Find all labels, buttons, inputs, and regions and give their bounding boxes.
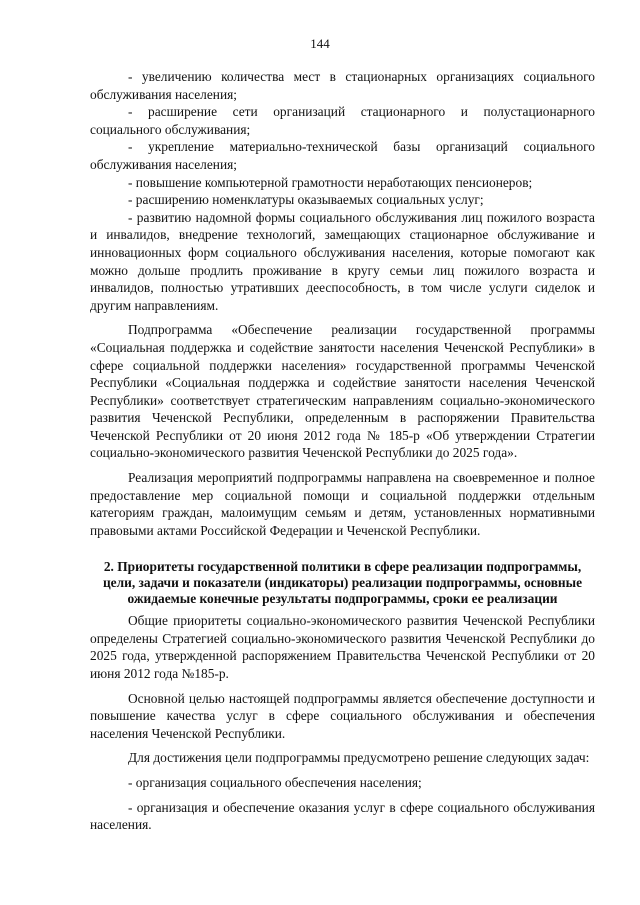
list-item-social-services: - организация и обеспечение оказания услуг в сфере социального обслуживания населения. — [90, 799, 595, 833]
paragraph-implementation: Реализация мероприятий подпрограммы направлена на своевременное и полное предоставление мер социальной помощи и социальной поддержки отдельным категориям граждан, малоимущим семьям и детям, установленных нормативными правовыми актами Российской Федерации и Чеченской Республики. — [90, 470, 595, 538]
paragraph-priorities: Общие приоритеты социально-экономического развития Чеченской Республики определены Стратегией социально-экономического развития Чеченской Республики до 2025 года, утвержденной распоряжением Правительства Чеченской Республики от 20 июня 2012 года №185-р. — [90, 613, 595, 681]
paragraph-main-goal: Основной целью настоящей подпрограммы является обеспечение доступности и повышение качества услуг в сфере социального обслуживания и обеспечения населения Чеченской Республики. — [90, 690, 595, 741]
list-item-computer-literacy: - повышение компьютерной грамотности неработающих пенсионеров; — [128, 174, 533, 190]
paragraph-tasks-intro: Для достижения цели подпрограммы предусмотрено решение следующих задач: — [128, 750, 590, 766]
list-item-home-care: - развитию надомной формы социального обслуживания лиц пожилого возраста и инвалидов, внедрение технологий, замещающих стационарное обслуживание и инновационных форм социального обслуживания населения, которые помогают как можно дольше продлить проживание в кругу семьи лиц пожилого возраста и инвалидов, полностью утративших дееспособность, в том числе услуги сиделок и другим направлениям. — [90, 209, 595, 313]
list-item-service-range: - расширению номенклатуры оказываемых социальных услуг; — [128, 192, 484, 208]
list-item-material-base: - укрепление материально-технической базы организаций социального обслуживания населения; — [90, 139, 595, 172]
page-number: 144 — [310, 36, 330, 51]
list-item-bed-capacity: - увеличению количества мест в стационарных организациях социального обслуживания населения; — [90, 69, 595, 102]
section-heading: 2. Приоритеты государственной политики в сфере реализации подпрограммы, цели, задачи и показатели (индикаторы) реализации подпрограммы, основные ожидаемые конечные результаты подпрограммы, сроки ее реализации — [102, 559, 583, 606]
page-content — [90, 68, 595, 834]
paragraph-subprogram-strategy: Подпрограмма «Обеспечение реализации государственной программы «Социальная поддержка и содействие занятости населения Чеченской Республики» в сфере социальной поддержки населения» государственной программы Чеченской Республики «Социальная поддержка и содействие занятости населения Чеченской Республики» соответствует стратегическим направлениям социально-экономического развития Чеченской Республики, определенным в распоряжении Правительства Чеченской Республики от 20 июня 2012 года № 185-р «Об утверждении Стратегии социально-экономического развития Чеченской Республики до 2025 года». — [90, 322, 595, 461]
list-item-social-security: - организация социального обеспечения населения; — [128, 774, 422, 790]
list-item-network-expansion: - расширение сети организаций стационарного и полустационарного социального обслуживания; — [90, 104, 595, 137]
